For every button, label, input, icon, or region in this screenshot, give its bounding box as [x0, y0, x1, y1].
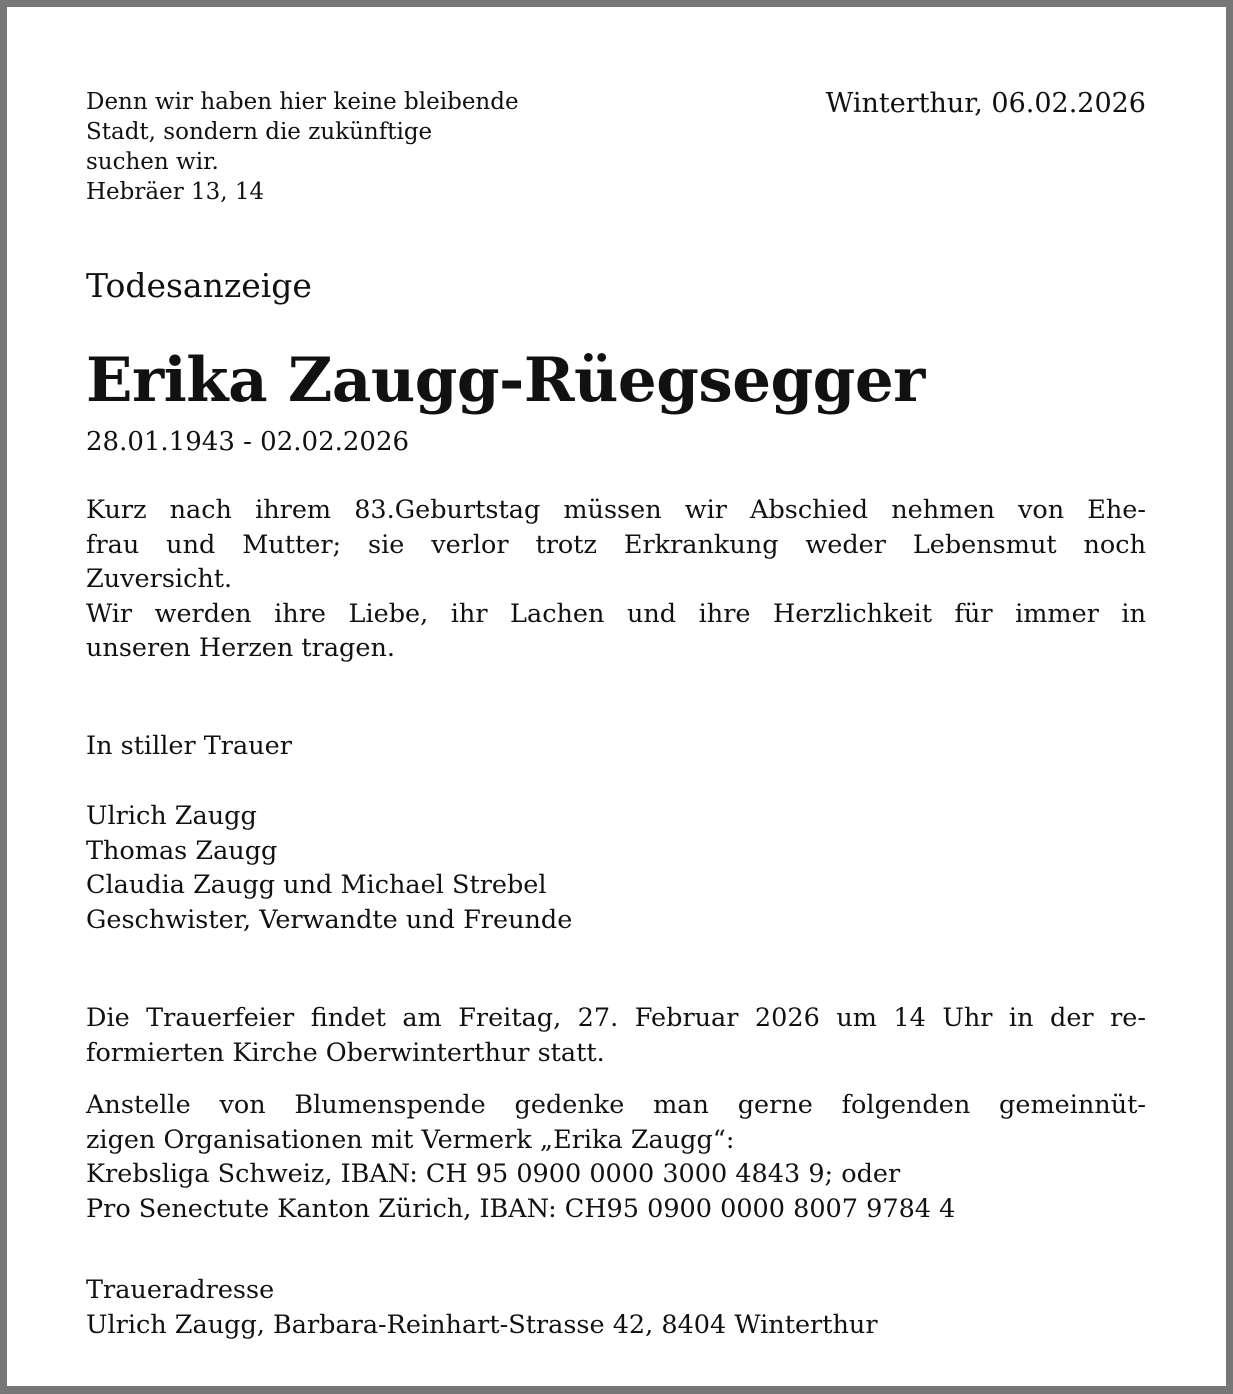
mourner: Geschwister, Verwandte und Freunde	[86, 904, 573, 935]
service-line: formierten Kirche Oberwinterthur statt.	[86, 1037, 605, 1068]
donation-line: Pro Senectute Kanton Zürich, IBAN: CH95 0900 0000 8007 9784 4	[86, 1193, 956, 1224]
message-line: Kurz nach ihrem 83.Geburtstag müssen wir Abschied nehmen von Ehe-	[86, 495, 1146, 525]
life-dates: 28.01.1943 - 02.02.2026	[86, 427, 410, 457]
address-label: Traueradresse	[86, 1275, 275, 1305]
service-info	[86, 1001, 1146, 1070]
message-line: Wir werden ihre Liebe, ihr Lachen und ihre Herzlichkeit für immer in	[86, 598, 1146, 629]
mourner: Thomas Zaugg	[86, 835, 278, 866]
mourner: Claudia Zaugg und Michael Strebel	[86, 870, 547, 900]
message-line: frau und Mutter; sie verlor trotz Erkrankung weder Lebensmut noch	[86, 529, 1146, 560]
death-notice-page	[7, 7, 1226, 1386]
mourning-address	[86, 1273, 1146, 1342]
donation-line: Anstelle von Blumenspende gedenke man gerne folgenden gemeinnüt-	[86, 1090, 1146, 1120]
message-paragraph	[86, 493, 1146, 666]
donation-line: Krebsliga Schweiz, IBAN: CH 95 0900 0000 3000 4843 9; oder	[86, 1159, 901, 1189]
donation-line: zigen Organisationen mit Vermerk „Erika Zaugg“:	[86, 1124, 735, 1155]
donation-info	[86, 1088, 1146, 1226]
mourning-intro: In stiller Trauer	[86, 731, 292, 761]
service-line: Die Trauerfeier findet am Freitag, 27. Februar 2026 um 14 Uhr in der re-	[86, 1003, 1146, 1033]
quote-line: Stadt, sondern die zukünftige	[86, 119, 433, 145]
quote-reference: Hebräer 13, 14	[86, 179, 265, 205]
mourner: Ulrich Zaugg	[86, 801, 257, 831]
message-line: unseren Herzen tragen.	[86, 633, 395, 663]
address-text: Ulrich Zaugg, Barbara-Reinhart-Strasse 42, 8404 Winterthur	[86, 1309, 878, 1340]
place-date: Winterthur, 06.02.2026	[825, 88, 1146, 119]
bible-quote	[86, 87, 606, 207]
quote-line: suchen wir.	[86, 149, 219, 175]
mourners-list	[86, 799, 1146, 937]
message-line: Zuversicht.	[86, 564, 233, 594]
notice-heading: Todesanzeige	[86, 266, 312, 305]
deceased-name: Erika Zaugg-Rüegsegger	[86, 345, 925, 416]
quote-line: Denn wir haben hier keine bleibende	[86, 89, 519, 115]
